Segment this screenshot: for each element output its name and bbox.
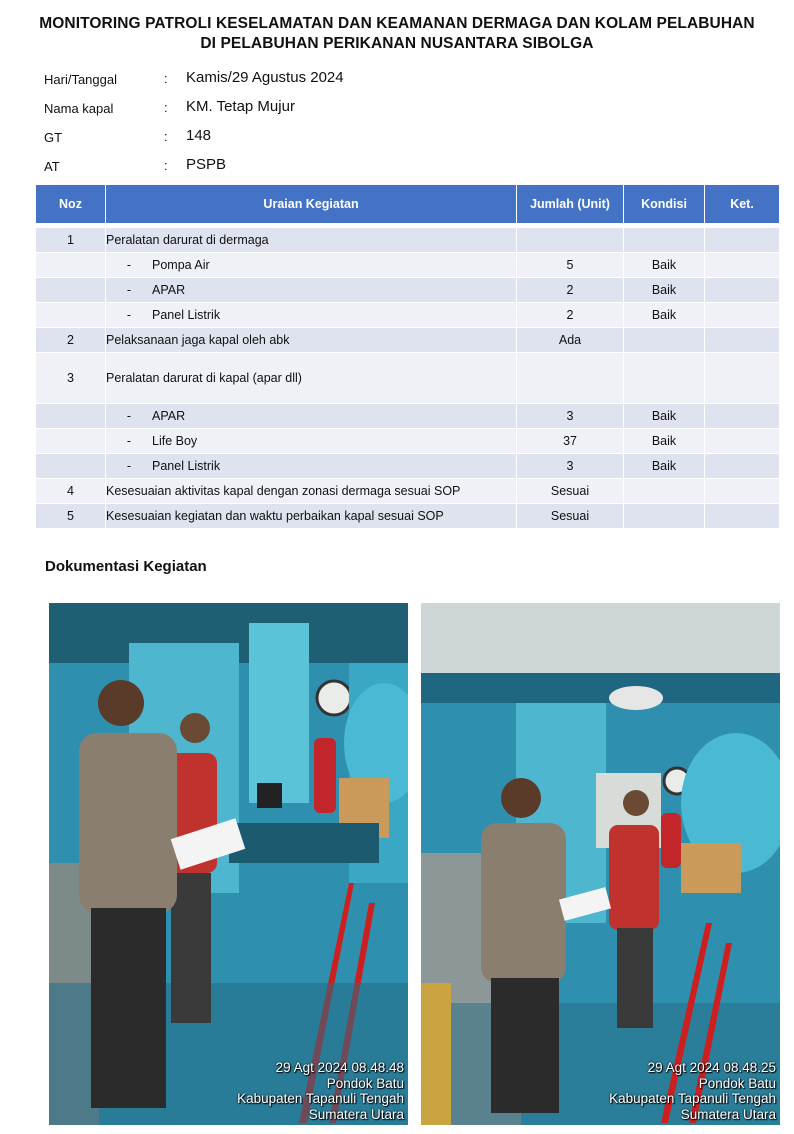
cell-dash: - [106, 277, 152, 302]
engine-room-scene [421, 603, 780, 1125]
cell-ket [705, 302, 779, 327]
cell-dash: - [106, 453, 152, 478]
table-row [36, 403, 779, 428]
cell-dash: - [106, 302, 152, 327]
documentation-title: Dokumentasi Kegiatan [45, 558, 207, 575]
photo-1-stamp [237, 1060, 404, 1122]
title-line-2: DI PELABUHAN PERIKANAN NUSANTARA SIBOLGA [200, 35, 594, 52]
cell-no [36, 428, 106, 453]
cell-kondisi [624, 327, 705, 352]
cell-no [36, 252, 106, 277]
stamp-line: Kabupaten Tapanuli Tengah [609, 1091, 776, 1106]
cell-no: 3 [36, 352, 106, 403]
cell-jumlah: 5 [517, 252, 624, 277]
header-no: Noz [36, 185, 106, 223]
cell-kondisi: Baik [624, 403, 705, 428]
engine-room-scene [49, 603, 408, 1125]
documentation-photo-2 [421, 603, 780, 1125]
cell-kondisi [624, 227, 705, 252]
cell-jumlah [517, 227, 624, 252]
stamp-line: Sumatera Utara [680, 1106, 776, 1122]
cell-kondisi: Baik [624, 428, 705, 453]
stamp-line: 29 Agt 2024 08.48.48 [275, 1060, 404, 1075]
cell-text: Peralatan darurat di kapal (apar dll) [106, 352, 517, 403]
cell-dash: - [106, 403, 152, 428]
cell-kondisi [624, 503, 705, 528]
document-title [0, 14, 794, 54]
meta-value: 148 [186, 127, 212, 144]
stamp-line: Pondok Batu [326, 1075, 404, 1091]
meta-colon: : [164, 100, 168, 115]
cell-jumlah: 2 [517, 277, 624, 302]
cell-dash: - [106, 252, 152, 277]
cell-no: 1 [36, 227, 106, 252]
table-row [36, 227, 779, 252]
cell-text: Life Boy [152, 428, 517, 453]
cell-jumlah [517, 352, 624, 403]
cell-kondisi [624, 478, 705, 503]
cell-kondisi: Baik [624, 453, 705, 478]
table-row [36, 327, 779, 352]
cell-text: Kesesuaian aktivitas kapal dengan zonasi dermaga sesuai SOP [106, 478, 517, 503]
meta-colon: : [164, 71, 168, 86]
table-row [36, 352, 779, 403]
cell-kondisi: Baik [624, 302, 705, 327]
cell-no [36, 403, 106, 428]
cell-no [36, 302, 106, 327]
cell-no [36, 453, 106, 478]
cell-jumlah: 3 [517, 453, 624, 478]
header-kondisi: Kondisi [624, 185, 705, 223]
cell-no: 2 [36, 327, 106, 352]
cell-kondisi: Baik [624, 277, 705, 302]
cell-ket [705, 428, 779, 453]
table-row [36, 428, 779, 453]
cell-ket [705, 503, 779, 528]
stamp-line: 29 Agt 2024 08.48.25 [647, 1060, 776, 1075]
cell-no: 5 [36, 503, 106, 528]
cell-jumlah: 2 [517, 302, 624, 327]
meta-label: GT [44, 130, 63, 145]
meta-value: Kamis/29 Agustus 2024 [186, 69, 344, 86]
title-line-1: MONITORING PATROLI KESELAMATAN DAN KEAMANAN DERMAGA DAN KOLAM PELABUHAN [39, 15, 755, 32]
meta-label: AT [44, 159, 60, 174]
stamp-line: Sumatera Utara [308, 1106, 404, 1122]
meta-colon: : [164, 158, 168, 173]
photo-2-stamp [609, 1060, 776, 1122]
stamp-line: Kabupaten Tapanuli Tengah [237, 1091, 404, 1106]
cell-jumlah: 37 [517, 428, 624, 453]
cell-ket [705, 277, 779, 302]
header-jumlah: Jumlah (Unit) [517, 185, 624, 223]
cell-text: APAR [152, 277, 517, 302]
cell-ket [705, 352, 779, 403]
header-uraian: Uraian Kegiatan [106, 185, 517, 223]
cell-ket [705, 227, 779, 252]
table-row [36, 453, 779, 478]
table-row [36, 302, 779, 327]
table-row [36, 252, 779, 277]
cell-text: Panel Listrik [152, 302, 517, 327]
meta-value: KM. Tetap Mujur [186, 98, 295, 115]
cell-dash: - [106, 428, 152, 453]
meta-label: Nama kapal [44, 101, 114, 116]
table-row [36, 277, 779, 302]
cell-no [36, 277, 106, 302]
table-header-row [36, 185, 779, 223]
table-row [36, 503, 779, 528]
cell-jumlah: Sesuai [517, 503, 624, 528]
cell-kondisi [624, 352, 705, 403]
stamp-line: Pondok Batu [698, 1075, 776, 1091]
cell-jumlah: Sesuai [517, 478, 624, 503]
cell-ket [705, 252, 779, 277]
activity-table [36, 185, 779, 528]
cell-jumlah: Ada [517, 327, 624, 352]
meta-colon: : [164, 129, 168, 144]
cell-ket [705, 403, 779, 428]
cell-text: Kesesuaian kegiatan dan waktu perbaikan kapal sesuai SOP [106, 503, 517, 528]
table-row [36, 478, 779, 503]
header-ket: Ket. [705, 185, 779, 223]
cell-ket [705, 478, 779, 503]
meta-value: PSPB [186, 156, 227, 173]
cell-text: Panel Listrik [152, 453, 517, 478]
cell-text: Pelaksanaan jaga kapal oleh abk [106, 327, 517, 352]
cell-text: Pompa Air [152, 252, 517, 277]
cell-jumlah: 3 [517, 403, 624, 428]
cell-text: Peralatan darurat di dermaga [106, 227, 517, 252]
cell-ket [705, 453, 779, 478]
cell-kondisi: Baik [624, 252, 705, 277]
cell-no: 4 [36, 478, 106, 503]
documentation-photo-1 [49, 603, 408, 1125]
cell-text: APAR [152, 403, 517, 428]
cell-ket [705, 327, 779, 352]
meta-label: Hari/Tanggal [44, 72, 117, 87]
